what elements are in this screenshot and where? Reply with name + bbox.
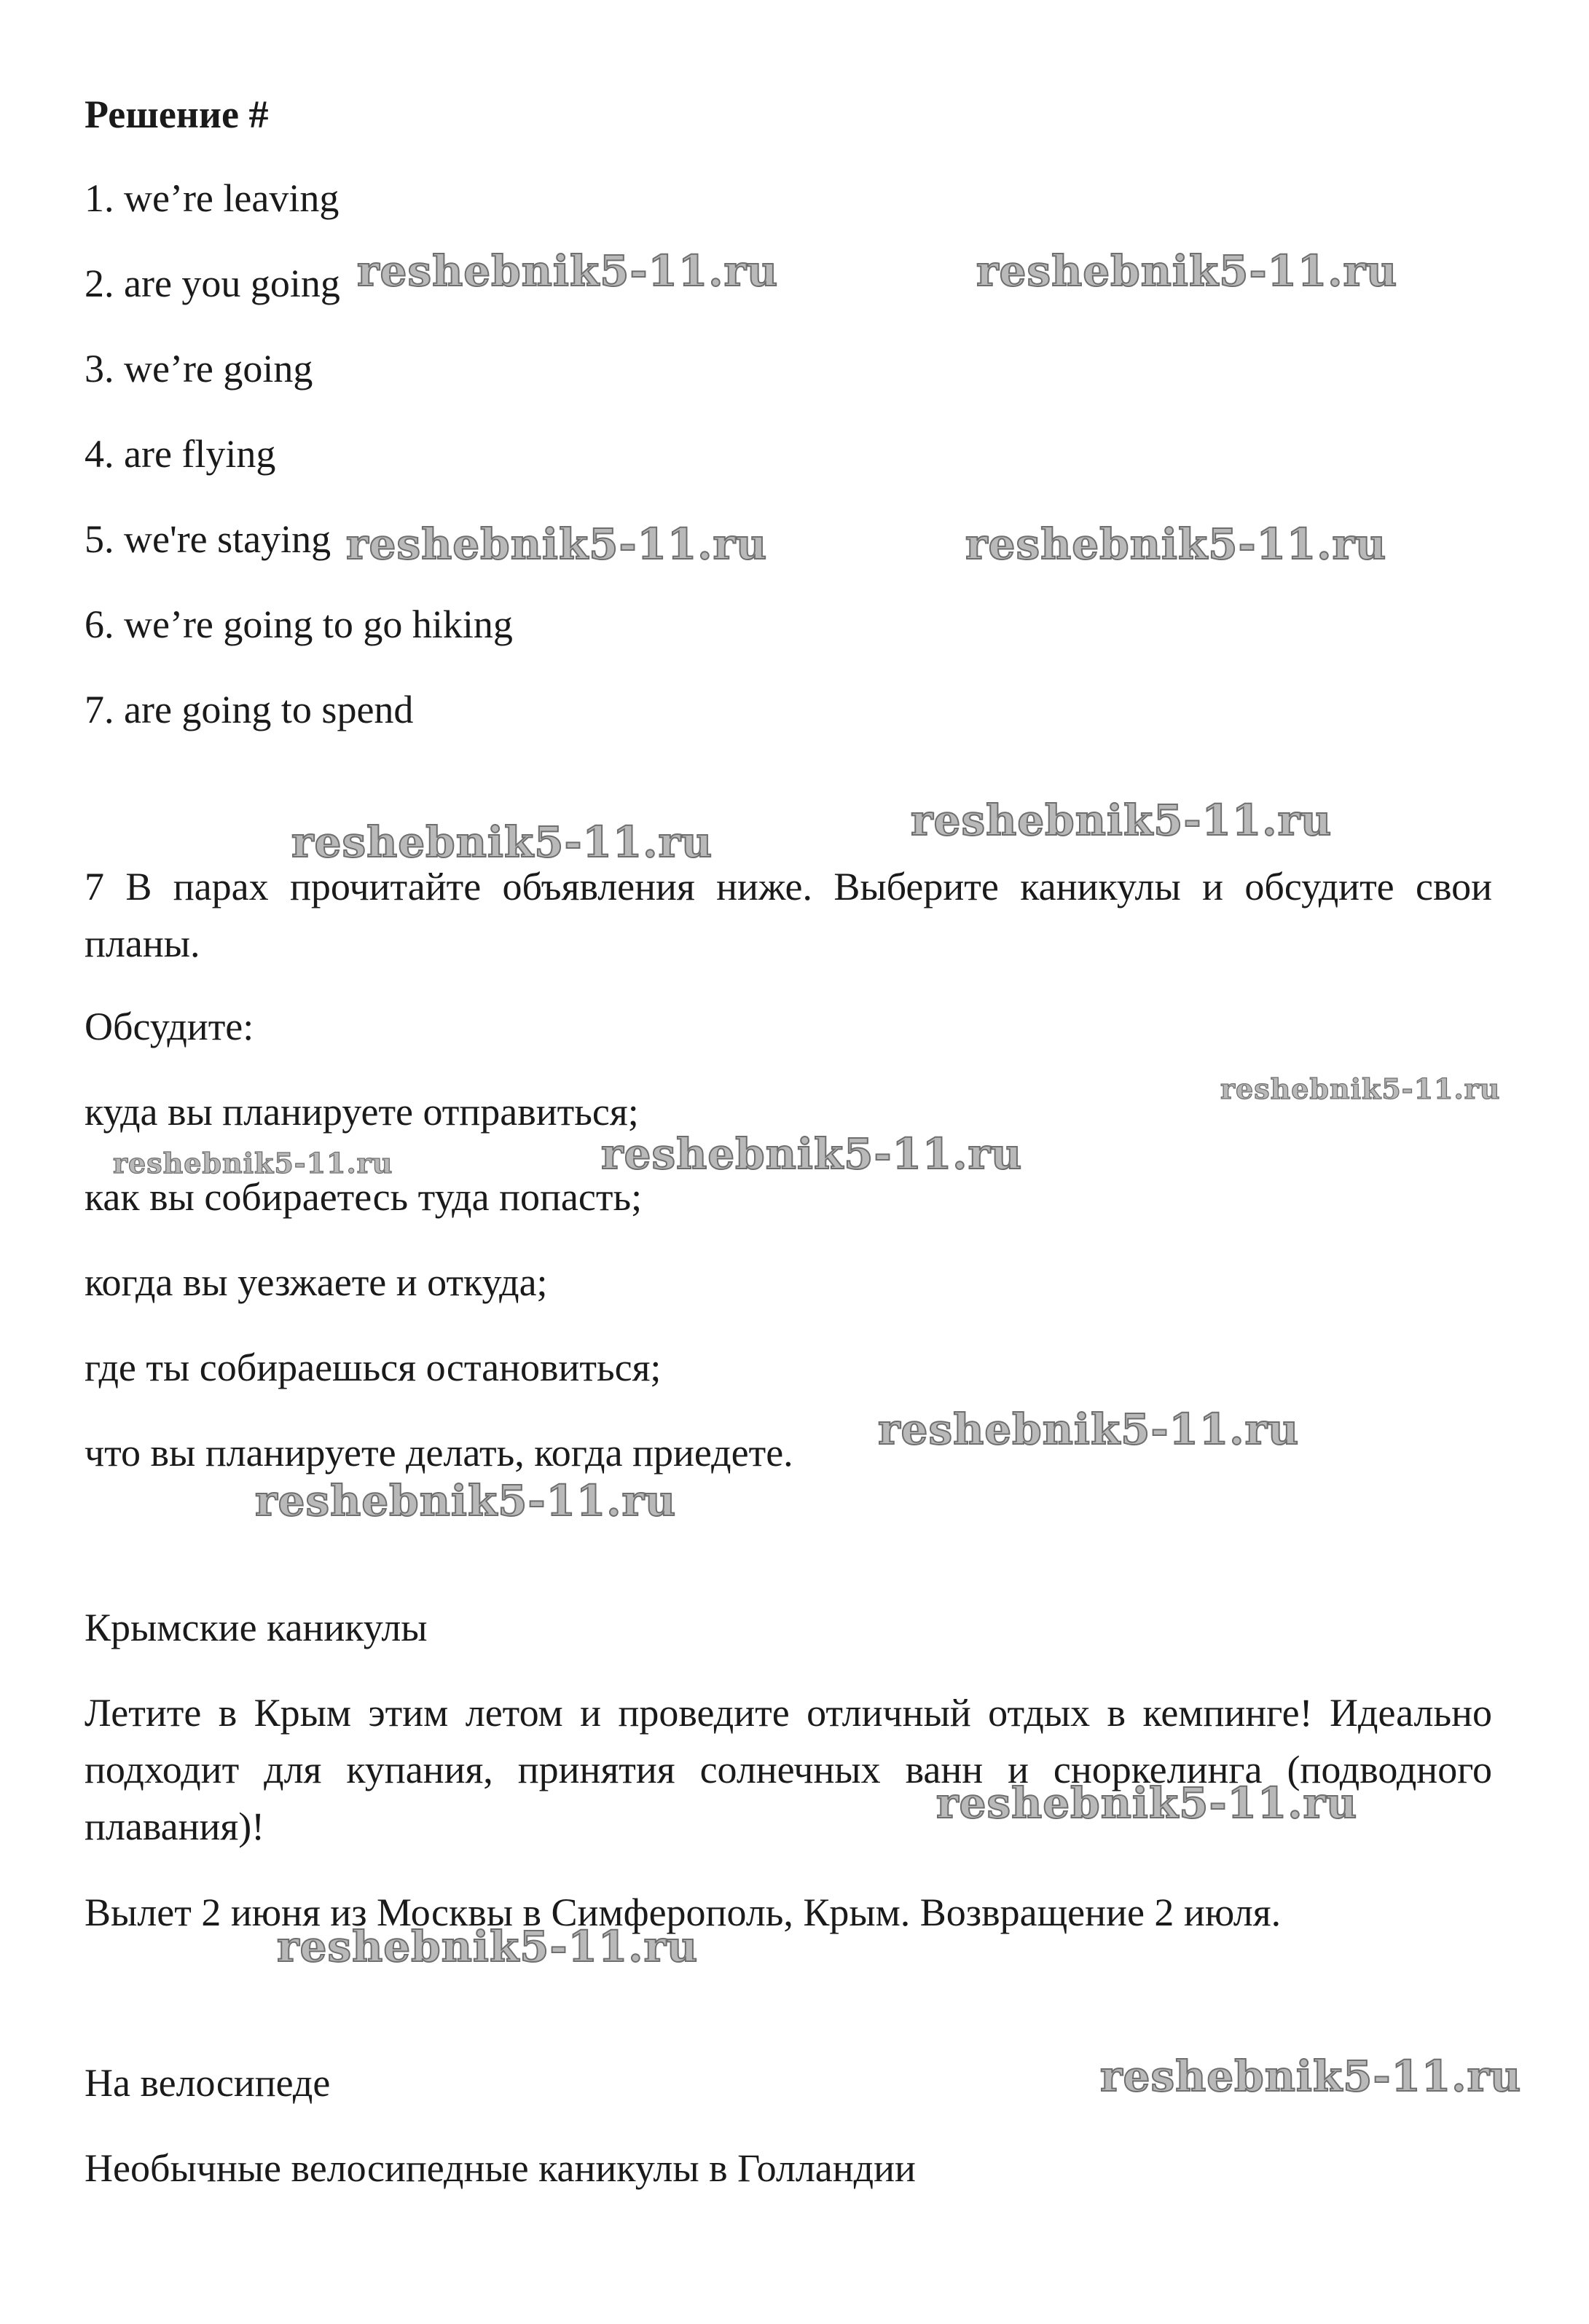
watermark: reshebnik5-11.ru — [965, 519, 1387, 569]
watermark: reshebnik5-11.ru — [113, 1147, 393, 1179]
watermark: reshebnik5-11.ru — [346, 519, 768, 569]
discuss-item-4: где ты собираешься остановиться; — [85, 1346, 662, 1389]
discuss-item-5: что вы планируете делать, когда приедете. — [85, 1431, 793, 1475]
watermark: reshebnik5-11.ru — [878, 1405, 1300, 1454]
watermark: reshebnik5-11.ru — [936, 1778, 1358, 1828]
bike-title: На велосипеде — [85, 2061, 331, 2105]
discuss-item-3: когда вы уезжаете и откуда; — [85, 1260, 548, 1304]
watermark: reshebnik5-11.ru — [277, 1922, 699, 1971]
task-instruction: 7 В парах прочитайте объявления ниже. Выберите каникулы и обсудите свои планы. — [85, 865, 1492, 965]
crimea-title: Крымские каникулы — [85, 1606, 428, 1649]
watermark: reshebnik5-11.ru — [291, 817, 713, 867]
answer-2: 2. are you going — [85, 262, 340, 305]
watermark: reshebnik5-11.ru — [911, 796, 1333, 845]
discuss-label: Обсудите: — [85, 1005, 254, 1048]
discuss-item-1: куда вы планируете отправиться; — [85, 1090, 639, 1134]
answer-3: 3. we’re going — [85, 347, 313, 390]
bike-description: Необычные велосипедные каникулы в Голландии — [85, 2146, 916, 2190]
answer-6: 6. we’re going to go hiking — [85, 602, 513, 646]
answer-7: 7. are going to spend — [85, 688, 414, 731]
answer-1: 1. we’re leaving — [85, 176, 340, 220]
crimea-description: Летите в Крым этим летом и проведите отличный отдых в кемпинге! Идеально подходит для купания, принятия солнечных ванн и сноркелинга (подводного плавания)! — [85, 1691, 1492, 1848]
watermark: reshebnik5-11.ru — [255, 1476, 677, 1526]
discuss-item-2: как вы собираетесь туда попасть; — [85, 1175, 643, 1219]
watermark: reshebnik5-11.ru — [1100, 2052, 1522, 2101]
watermark: reshebnik5-11.ru — [601, 1129, 1023, 1179]
watermark: reshebnik5-11.ru — [976, 246, 1398, 296]
solution-heading: Решение # — [85, 93, 269, 136]
answer-4: 4. are flying — [85, 432, 276, 476]
crimea-flight: Вылет 2 июня из Москвы в Симферополь, Крым. Возвращение 2 июля. — [85, 1891, 1282, 1934]
watermark: reshebnik5-11.ru — [357, 246, 779, 296]
watermark: reshebnik5-11.ru — [1220, 1072, 1501, 1105]
answer-5: 5. we're staying — [85, 517, 331, 561]
